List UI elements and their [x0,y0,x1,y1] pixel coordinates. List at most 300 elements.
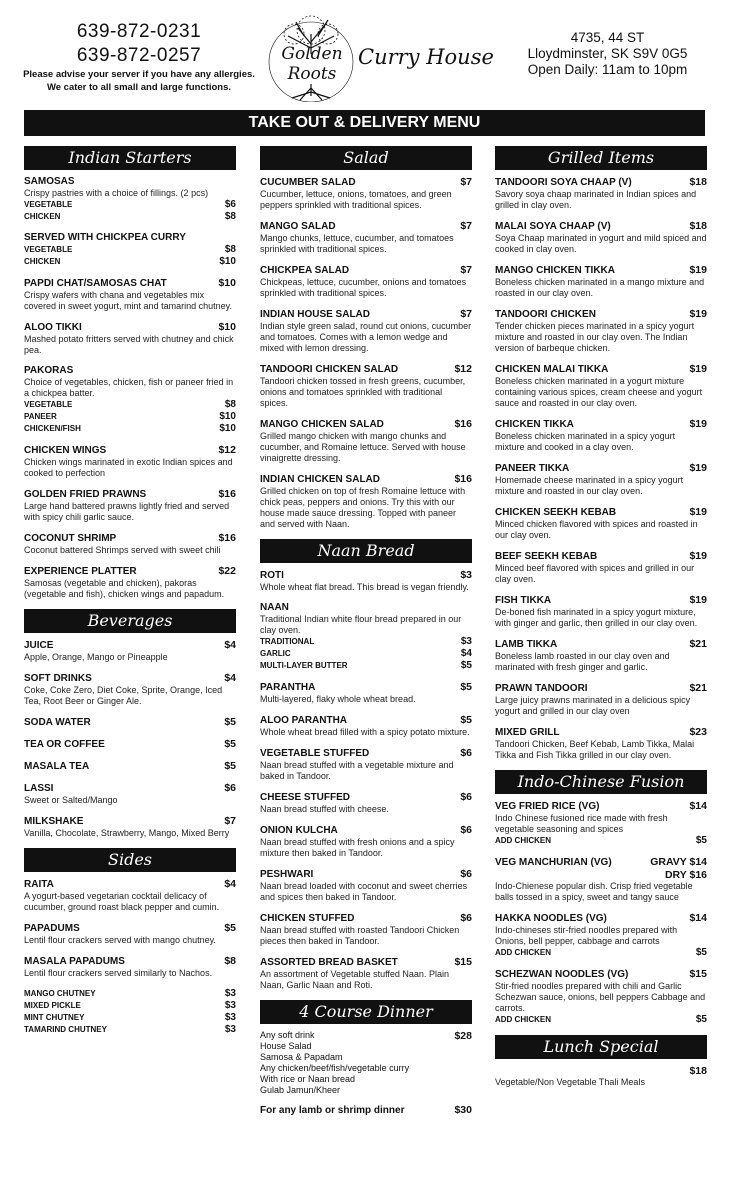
menu-item-price: $6 [460,912,472,924]
menu-item-price-alt: DRY $16 [664,869,707,881]
menu-item[interactable] [495,176,707,211]
menu-item[interactable] [495,856,707,903]
menu-item-price: $6 [224,782,236,794]
menu-item-header [24,639,236,652]
menu-item-header [495,506,707,519]
menu-item[interactable] [495,726,707,761]
menu-item[interactable] [495,1065,707,1088]
menu-item-description: Indo-chineses stir-fried noodles prepared with Onions, bell pepper, cabbage and carrots [495,925,678,946]
menu-item-description: Tandoori Chicken, Beef Kebab, Lamb Tikka, Malai Tikka and Fish Tikka grilled in our clay oven. [495,739,695,760]
menu-item[interactable] [24,639,236,663]
city-address: Lloydminster, SK S9V 0G5 [527,46,688,61]
menu-item-name: CHICKEN SEEKH KEBAB [495,507,617,518]
menu-item-name: CUCUMBER SALAD [260,177,356,188]
menu-item-price: $6 [460,791,472,803]
menu-item-name: JUICE [24,640,54,651]
menu-item-header [495,968,707,981]
dinner-course-line: House Salad [260,1041,312,1051]
logo-word-roots: Roots [287,64,337,84]
menu-item-header [24,672,236,685]
menu-item-header [24,232,236,244]
menu-item-header [260,473,472,486]
menu-item-name: INDIAN HOUSE SALAD [260,309,371,320]
menu-item-option[interactable] [24,988,236,1000]
menu-item-description: Coconut battered Shrimps served with sweet chili [24,545,221,555]
menu-item-header [495,1065,707,1077]
menu-item-option[interactable] [24,1024,236,1036]
menu-item-description: Mashed potato fritters served with chutney and chick pea. [24,334,234,355]
menu-item-header [260,602,472,614]
menu-item-name: ALOO TIKKI [24,322,82,333]
option-name: CHICKEN/FISH [24,424,81,433]
menu-item[interactable] [24,321,236,356]
menu-item-price: $5 [460,681,472,693]
menu-item-description: Soya Chaap marinated in yogurt and mild spiced and cooked in clay oven. [495,233,707,254]
menu-item-name: EXPERIENCE PLATTER [24,566,137,577]
menu-item[interactable] [260,681,472,705]
menu-item-description: Indo-Chienese popular dish. Crisp fried vegetable balls tossed in a spicy, sweet and tangy sauce [495,881,693,902]
option-name: GARLIC [260,649,291,658]
menu-item[interactable] [260,602,472,672]
menu-item-description: Boneless lamb roasted in our clay oven and marinated with fresh ginger and garlic. [495,651,670,672]
menu-item-header [24,488,236,501]
menu-item-name: GOLDEN FRIED PRAWNS [24,489,147,500]
menu-header [0,0,729,110]
menu-item-option[interactable] [24,256,236,268]
menu-item-header [495,462,707,475]
menu-item-header [24,878,236,891]
menu-item-price: $5 [460,714,472,726]
menu-item-description: Savory soya chaap marinated in Indian spices and grilled in clay oven. [495,189,697,210]
menu-item-option[interactable] [260,636,472,648]
menu-item-description: Boneless chicken marinated in a yogurt mixture containing various spices, cream cheese and yogurt sauce and roasted in our clay oven. [495,376,703,408]
menu-item-price: $22 [218,565,236,577]
menu-item-option[interactable] [260,648,472,660]
menu-item-name: CHICKEN STUFFED [260,913,355,924]
menu-section [260,146,472,530]
menu-item-description: Large juicy prawns marinated in a delicious spicy yogurt and grilled in our clay oven [495,695,691,716]
menu-section [495,1035,707,1088]
menu-item-price: $4 [224,639,236,651]
menu-item-header [260,418,472,431]
menu-item-description: Indo Chinese fusioned rice made with fresh vegetable seasoning and spices [495,813,668,834]
option-price: $6 [224,199,236,210]
menu-item-name: LAMB TIKKA [495,639,558,650]
menu-item[interactable] [495,550,707,585]
menu-item-price: $5 [224,760,236,772]
menu-banner: TAKE OUT & DELIVERY MENU [24,110,705,136]
menu-item[interactable] [495,682,707,717]
menu-item[interactable] [260,220,472,255]
menu-item[interactable] [260,363,472,409]
menu-item[interactable] [260,264,472,299]
menu-item-header [24,176,236,188]
menu-item[interactable] [495,462,707,497]
menu-item-header [495,594,707,607]
menu-column-2 [260,146,472,1117]
menu-item[interactable] [495,638,707,673]
menu-item-description: Whole wheat bread filled with a spicy potato mixture. [260,727,470,737]
menu-item-name: ROTI [260,570,284,581]
menu-item-description: Chicken wings marinated in exotic Indian spices and cooked to perfection [24,457,233,478]
menu-item-header [260,176,472,189]
menu-item-price: $14 [689,800,707,812]
menu-item[interactable] [24,716,236,729]
menu-item-price: $16 [218,532,236,544]
menu-item[interactable] [495,506,707,541]
option-price: $3 [224,1012,236,1023]
menu-item-header [260,868,472,881]
menu-item-description: A yogurt-based vegetarian cocktail delicacy of cucumber, ground roast black pepper and cumin. [24,891,220,912]
phone-number[interactable]: 639-872-0257 [76,45,202,66]
menu-item-header [24,716,236,729]
menu-item-description: Multi-layered, flaky whole wheat bread. [260,694,416,704]
menu-item[interactable] [260,747,472,782]
menu-item-description: Minced chicken flavored with spices and roasted in our clay oven. [495,519,698,540]
menu-item-name: VEG MANCHURIAN (VG) [495,857,612,868]
menu-item-header [24,532,236,545]
menu-item[interactable] [24,232,236,268]
menu-item[interactable] [495,363,707,409]
menu-item-name: LASSI [24,783,54,794]
menu-item-description: Apple, Orange, Mango or Pineapple [24,652,168,662]
menu-item-header [495,264,707,277]
menu-item-price: $18 [689,1065,707,1077]
menu-item[interactable] [24,988,236,1036]
menu-item[interactable] [260,714,472,738]
menu-item-name: MIXED GRILL [495,727,560,738]
menu-item[interactable] [24,176,236,223]
section-title: Indian Starters [24,146,236,170]
menu-item-description: Large hand battered prawns lightly fried and served with spicy chili garlic sauce. [24,501,230,522]
menu-section [260,539,472,991]
option-price: $3 [460,636,472,647]
menu-item-price: $7 [460,264,472,276]
menu-item-price: $6 [460,868,472,880]
menu-item[interactable] [260,791,472,815]
menu-item-price: $21 [689,682,707,694]
allergy-note [14,68,264,94]
menu-item-option[interactable] [24,411,236,423]
dinner-extra [260,1104,472,1117]
menu-item-name: SOFT DRINKS [24,673,92,684]
menu-item[interactable] [24,672,236,707]
menu-item-name: CHEESE STUFFED [260,792,351,803]
menu-item-price: $15 [454,956,472,968]
menu-item[interactable] [24,922,236,946]
menu-item[interactable] [495,308,707,354]
menu-item-price: $14 [689,912,707,924]
section-title: Beverages [24,609,236,633]
menu-item-header [495,856,707,869]
menu-item-price: $7 [460,176,472,188]
menu-item[interactable] [24,365,236,435]
menu-section [495,770,707,1026]
menu-item-description: Stir-fried noodles prepared with chili and Garlic Schezwan sauce, onions, bell peppers Cabbage and carrots. [495,981,706,1013]
menu-item-name: MANGO CHICKEN TIKKA [495,265,615,276]
menu-item-price: $16 [454,418,472,430]
menu-item-option[interactable] [24,423,236,435]
logo-wordmark [270,44,354,84]
menu-item-header [260,912,472,925]
option-name: MINT CHUTNEY [24,1013,85,1022]
menu-item[interactable] [24,760,236,773]
menu-item-header [24,565,236,578]
menu-item-header [260,220,472,233]
menu-item[interactable] [24,782,236,806]
menu-item-price: $23 [689,726,707,738]
section-title: Indo-Chinese Fusion [495,770,707,794]
section-title: Lunch Special [495,1035,707,1059]
menu-item-price: $21 [689,638,707,650]
menu-item-option[interactable] [495,947,707,959]
menu-item-header [24,365,236,377]
menu-item-header [260,569,472,582]
menu-item[interactable] [260,824,472,859]
option-price: $5 [695,1014,707,1025]
menu-item-name: PESHWARI [260,869,314,880]
menu-item[interactable] [260,308,472,354]
option-price: $3 [224,1024,236,1035]
menu-item[interactable] [495,968,707,1026]
menu-section [495,146,707,761]
menu-item-price: $5 [224,738,236,750]
menu-item-price: $3 [460,569,472,581]
menu-item-option[interactable] [24,1000,236,1012]
menu-item-description: Grilled mango chicken with mango chunks and cucumber, and Romaine lettuce. Served with house vinaigrette dressing. [260,431,466,463]
dinner-course-line: Samosa & Papadam [260,1052,343,1062]
menu-item-header [24,922,236,935]
menu-item[interactable] [495,912,707,959]
street-address: 4735, 44 ST [570,30,645,45]
menu-item-description: Whole wheat flat bread. This bread is vegan friendly. [260,582,469,592]
menu-item-header [260,791,472,804]
menu-item-description: Homemade cheese marinated in a spicy yogurt mixture and roasted in our clay oven. [495,475,684,496]
brand-name: Curry House [358,45,494,69]
menu-item[interactable] [260,956,472,991]
menu-item-header [495,869,707,881]
menu-item-header [260,264,472,277]
menu-item-name: MALAI SOYA CHAAP (V) [495,221,611,232]
menu-item-name: MASALA PAPADUMS [24,956,125,967]
menu-item-price: $18 [689,176,707,188]
menu-item-price: $5 [224,716,236,728]
menu-item-price: $7 [460,308,472,320]
menu-item-description: Vegetable/Non Vegetable Thali Meals [495,1077,645,1087]
menu-item-option[interactable] [260,660,472,672]
menu-item-description: Crispy pastries with a choice of fillings. (2 pcs) [24,188,209,198]
menu-item[interactable] [24,738,236,751]
dinner-extra-label: For any lamb or shrimp dinner [260,1105,405,1116]
option-price: $3 [224,1000,236,1011]
menu-item-price: $19 [689,308,707,320]
option-price: $10 [219,423,236,434]
menu-item[interactable] [495,594,707,629]
menu-item[interactable] [495,418,707,453]
section-title: 4 Course Dinner [260,1000,472,1024]
menu-item-price: $6 [460,824,472,836]
dinner-extra-price: $30 [454,1104,472,1116]
option-name: PANEER [24,412,57,421]
menu-item-header [260,824,472,837]
option-price: $5 [460,660,472,671]
menu-item-description: Boneless chicken marinated in a mango mixture and roasted in our clay oven. [495,277,705,298]
menu-item-header [495,912,707,925]
menu-item[interactable] [24,277,236,312]
menu-item-name: PRAWN TANDOORI [495,683,588,694]
menu-section [24,609,236,839]
menu-item-name: PAKORAS [24,365,74,376]
menu-item-price: $19 [689,418,707,430]
menu-item-header [24,782,236,795]
option-name: CHICKEN [24,257,61,266]
menu-item-header [495,220,707,233]
menu-item-name: CHICKEN WINGS [24,445,107,456]
menu-column-1 [24,146,236,1045]
menu-item[interactable] [24,878,236,913]
menu-item-price: $16 [454,473,472,485]
menu-item-header [260,308,472,321]
option-name: ADD CHICKEN [495,1015,551,1024]
option-price: $8 [224,399,236,410]
option-price: $4 [460,648,472,659]
logo-word-golden: Golden [281,44,343,64]
menu-item[interactable] [260,912,472,947]
menu-item-name: ASSORTED BREAD BASKET [260,957,398,968]
menu-item[interactable] [24,532,236,556]
menu-item-description: Tender chicken pieces marinated in a spicy yogurt mixture and roasted in our clay oven. The Indian version of barbeque chicken. [495,321,695,353]
menu-item[interactable] [24,488,236,523]
menu-item-option[interactable] [24,211,236,223]
menu-item-name: FISH TIKKA [495,595,552,606]
menu-item-name: PAPADUMS [24,923,80,934]
menu-item[interactable] [495,220,707,255]
menu-item-price: $7 [460,220,472,232]
menu-item-price: $7 [224,815,236,827]
menu-item-price: $12 [218,444,236,456]
menu-item-header [495,363,707,376]
option-name: MIXED PICKLE [24,1001,81,1010]
menu-item-price: $19 [689,462,707,474]
menu-item-name: RAITA [24,879,54,890]
menu-item-option[interactable] [24,244,236,256]
menu-section [24,848,236,1036]
menu-item-name: PANEER TIKKA [495,463,570,474]
menu-item-name: PARANTHA [260,682,316,693]
menu-item-header [24,760,236,773]
menu-item-header [495,550,707,563]
menu-item-price: $10 [218,321,236,333]
menu-item-name: ALOO PARANTHA [260,715,348,726]
menu-item-header [260,747,472,760]
section-title: Grilled Items [495,146,707,170]
menu-item[interactable] [260,418,472,464]
menu-item-price: $19 [689,594,707,606]
menu-item[interactable] [24,955,236,979]
menu-item[interactable] [495,264,707,299]
dinner-course-line: Any chicken/beef/fish/vegetable curry [260,1063,410,1073]
phone-number[interactable]: 639-872-0231 [76,21,202,42]
menu-item-description: Choice of vegetables, chicken, fish or paneer fried in a chickpea batter. [24,377,234,398]
menu-item-description: Crispy wafers with chana and vegetables mix covered in sweet yogurt, mint and tamarind chutney. [24,290,232,311]
menu-item-header [495,638,707,651]
menu-item-description: Mango chunks, lettuce, cucumber, and tomatoes sprinkled with traditional spices. [260,233,454,254]
menu-item-price: $19 [689,550,707,562]
menu-item-name: VEGETABLE STUFFED [260,748,370,759]
menu-item-price: $16 [218,488,236,500]
menu-item-price: $4 [224,672,236,684]
menu-item-description: Minced beef flavored with spices and grilled in our clay oven. [495,563,695,584]
menu-item[interactable] [260,473,472,530]
option-price: $5 [695,947,707,958]
menu-item-option[interactable] [495,1014,707,1026]
option-name: VEGETABLE [24,400,73,409]
menu-item-price: $10 [218,277,236,289]
menu-item-description: Cucumber, lettuce, onions, tomatoes, and green peppers sprinkled with traditional spices. [260,189,452,210]
menu-item-option[interactable] [495,835,707,847]
menu-item-header [24,815,236,828]
menu-item-name: MILKSHAKE [24,816,84,827]
menu-item-description: Coke, Coke Zero, Diet Coke, Sprite, Orange, Iced Tea, Root Beer or Ginger Ale. [24,685,223,706]
option-name: TRADITIONAL [260,637,315,646]
menu-item-name: ONION KULCHA [260,825,338,836]
menu-item-header [260,956,472,969]
option-name: VEGETABLE [24,245,73,254]
menu-item-description: Naan bread stuffed with roasted Tandoori Chicken pieces then baked in Tandoor. [260,925,460,946]
menu-item-description: Naan bread loaded with coconut and sweet cherries and spices then baked in Tandoor. [260,881,468,902]
menu-item-name: TEA OR COFFEE [24,739,105,750]
menu-item-header [260,681,472,694]
dinner-main [260,1030,472,1096]
menu-item-name: SERVED WITH CHICKPEA CURRY [24,232,186,243]
menu-item-name: CHICKEN MALAI TIKKA [495,364,609,375]
opening-hours: Open Daily: 11am to 10pm [527,62,688,77]
menu-item-price: $4 [224,878,236,890]
option-name: ADD CHICKEN [495,948,551,957]
menu-item-name: PAPDI CHAT/SAMOSAS CHAT [24,278,167,289]
section-title: Salad [260,146,472,170]
menu-item-header [24,321,236,334]
option-price: $3 [224,988,236,999]
menu-item-price: $18 [689,220,707,232]
menu-item-description: Naan bread stuffed with cheese. [260,804,389,814]
menu-item-option[interactable] [24,1012,236,1024]
menu-item[interactable] [260,569,472,593]
menu-item[interactable] [24,815,236,839]
menu-item-option[interactable] [24,399,236,411]
menu-item[interactable] [260,868,472,903]
menu-item-option[interactable] [24,199,236,211]
menu-item[interactable] [260,176,472,211]
menu-item-name: MASALA TEA [24,761,90,772]
menu-item-name: BEEF SEEKH KEBAB [495,551,598,562]
option-price: $5 [695,835,707,846]
menu-item-price: $6 [460,747,472,759]
menu-item-name: INDIAN CHICKEN SALAD [260,474,380,485]
menu-item-header [495,726,707,739]
menu-item-name: TANDOORI CHICKEN SALAD [260,364,399,375]
option-price: $8 [224,244,236,255]
menu-item[interactable] [24,444,236,479]
dinner-price: $28 [454,1030,472,1042]
menu-item[interactable] [495,800,707,847]
menu-item-price: $8 [224,955,236,967]
menu-item-price: $19 [689,264,707,276]
menu-item-description: Indian style green salad, round cut onions, cucumber and tomatoes. Comes with a lemon wedge and mixed with lemon dressing. [260,321,472,353]
menu-item[interactable] [24,565,236,600]
menu-item-price: GRAVY $14 [650,856,707,868]
option-price: $10 [219,256,236,267]
